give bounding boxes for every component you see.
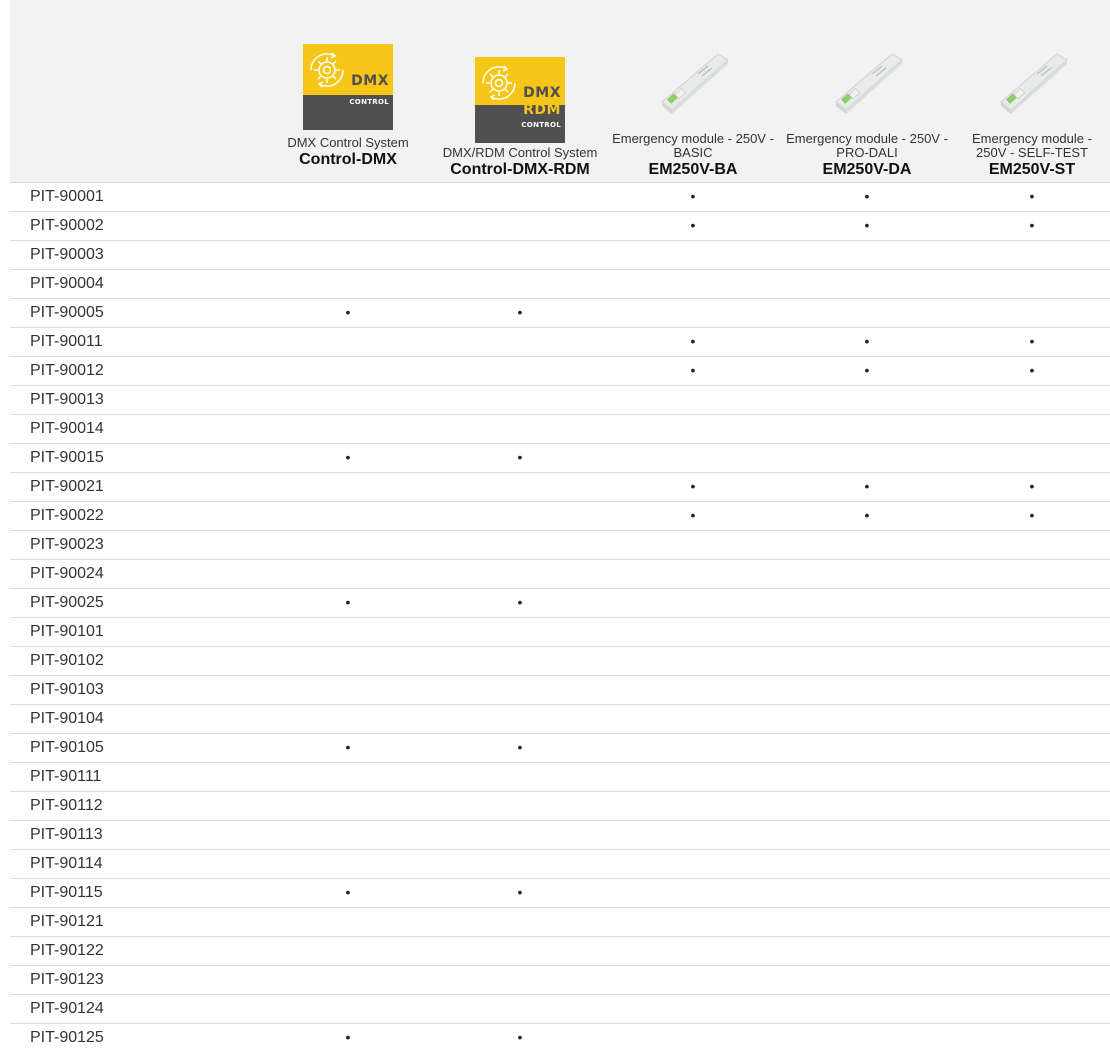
column-description: Emergency module - 250V - PRO-DALI [786,130,948,160]
compat-cell [262,849,434,878]
compat-cell [606,559,780,588]
compatibility-table [10,0,1110,1052]
compat-cell [606,298,780,327]
table-row [10,240,1110,269]
table-row [10,298,1110,327]
compat-cell [954,936,1110,965]
compatible-dot: • [690,506,696,523]
table-row [10,907,1110,936]
model-cell: PIT-90022 [10,501,262,530]
compat-cell [434,907,606,936]
table-row [10,820,1110,849]
model-cell: PIT-90011 [10,327,262,356]
column-header-em250v-ba [606,0,780,182]
compat-cell [780,762,954,791]
compat-cell [606,675,780,704]
compat-cell [780,965,954,994]
compat-cell [954,617,1110,646]
logo-line-1: DMX [351,72,389,89]
gear-cycle-icon [305,48,349,92]
compatible-dot: • [345,883,351,900]
model-cell: PIT-90122 [10,936,262,965]
compatible-dot: • [1029,477,1035,494]
table-row [10,646,1110,675]
compat-cell [780,820,954,849]
compat-cell [262,588,434,617]
compat-cell [434,733,606,762]
compatible-dot: • [345,1028,351,1045]
compat-cell [606,762,780,791]
table-row [10,791,1110,820]
compat-cell [954,907,1110,936]
compat-cell [434,443,606,472]
compat-cell [954,182,1110,211]
model-cell: PIT-90004 [10,269,262,298]
model-cell: PIT-90125 [30,1028,104,1046]
compat-cell [780,849,954,878]
compat-cell [262,965,434,994]
compat-cell [780,298,954,327]
compat-cell [780,530,954,559]
compat-cell [434,414,606,443]
compat-cell [606,182,780,211]
compat-cell [954,965,1110,994]
emergency-module-icon [822,44,912,122]
compat-cell [954,675,1110,704]
compat-cell [780,443,954,472]
compat-cell [606,849,780,878]
compatible-dot: • [345,448,351,465]
column-header-em250v-st [954,0,1110,182]
model-cell: PIT-90002 [10,211,262,240]
compat-cell [262,443,434,472]
compat-cell [606,617,780,646]
compat-cell [434,791,606,820]
table-row [10,559,1110,588]
compat-cell [780,617,954,646]
compat-cell [262,820,434,849]
compat-cell [780,907,954,936]
compatible-dot: • [1029,332,1035,349]
compatible-dot: • [864,477,870,494]
dmx-rdm-control-logo [475,57,565,143]
model-cell: PIT-90103 [10,675,262,704]
column-header-control-dmx [262,0,434,182]
compat-cell [606,907,780,936]
table-body [10,182,1110,1052]
column-sku: Control-DMX [299,150,397,168]
compat-cell [954,704,1110,733]
compat-cell [606,269,780,298]
compatible-dot: • [690,332,696,349]
compat-cell [954,443,1110,472]
table-row [10,385,1110,414]
compat-cell [780,559,954,588]
compat-cell [262,472,434,501]
compatible-dot: • [864,506,870,523]
compatible-dot: • [517,738,523,755]
table-row [10,443,1110,472]
compat-cell [262,385,434,414]
compat-cell [780,675,954,704]
compatible-dot: • [517,593,523,610]
compat-cell [780,936,954,965]
table-row [10,617,1110,646]
compat-cell [434,269,606,298]
model-cell: PIT-90012 [10,356,262,385]
compat-cell [434,965,606,994]
compat-cell [606,443,780,472]
compat-cell [780,501,954,530]
compat-cell [954,646,1110,675]
compat-cell [434,936,606,965]
compat-cell [606,646,780,675]
emergency-module-icon [648,44,738,122]
compat-cell [954,994,1110,1023]
table-row [10,501,1110,530]
compat-cell [780,269,954,298]
compatible-dot: • [345,738,351,755]
table-row [10,356,1110,385]
compat-cell [434,530,606,559]
model-cell: PIT-90101 [10,617,262,646]
compat-cell [434,182,606,211]
compatible-dot: • [690,477,696,494]
compat-cell [434,240,606,269]
compat-cell [262,878,434,907]
compat-cell [434,762,606,791]
compat-cell [954,762,1110,791]
model-cell: PIT-90105 [10,733,262,762]
column-sku: EM250V-BA [648,160,738,178]
column-sku: Control-DMX-RDM [450,160,590,178]
model-cell: PIT-90003 [10,240,262,269]
table-row [10,733,1110,762]
compat-cell [954,559,1110,588]
compat-cell [954,791,1110,820]
table-row [10,849,1110,878]
compat-cell [606,327,780,356]
model-cell: PIT-90023 [10,530,262,559]
compat-cell [262,414,434,443]
compat-cell [780,472,954,501]
compatible-dot: • [345,303,351,320]
compat-cell [262,704,434,733]
compat-cell [954,356,1110,385]
compat-cell [434,704,606,733]
compat-cell [262,791,434,820]
table-row [10,588,1110,617]
compat-cell [262,327,434,356]
model-cell: PIT-90005 [10,298,262,327]
compat-cell [954,733,1110,762]
compat-cell [606,414,780,443]
compat-cell [606,588,780,617]
logo-line-3: CONTROL [521,120,561,129]
compat-cell [262,762,434,791]
compat-cell [954,820,1110,849]
compatible-dot: • [690,187,696,204]
compat-cell [434,385,606,414]
compat-cell [780,994,954,1023]
compat-cell [780,211,954,240]
model-cell: PIT-90124 [10,994,262,1023]
compat-cell [434,472,606,501]
compat-cell [262,907,434,936]
table-row [10,878,1110,907]
compatible-dot: • [1029,506,1035,523]
column-description: DMX/RDM Control System [442,144,598,160]
model-cell: PIT-90121 [10,907,262,936]
column-sku: EM250V-DA [822,160,912,178]
table-row [10,182,1110,211]
compat-cell [434,675,606,704]
compatible-dot: • [690,216,696,233]
compat-cell [606,994,780,1023]
column-description: Emergency module - 250V - BASIC [612,130,774,160]
compat-cell [780,240,954,269]
compat-cell [606,733,780,762]
logo-line-2: CONTROL [349,97,389,106]
compat-cell [262,530,434,559]
table-row [10,269,1110,298]
table-row [10,472,1110,501]
compatible-dot: • [517,883,523,900]
column-header-em250v-da [780,0,954,182]
model-cell: PIT-90123 [10,965,262,994]
model-cell: PIT-90114 [10,849,262,878]
compat-cell [606,878,780,907]
compat-cell [434,878,606,907]
model-cell: PIT-90015 [10,443,262,472]
compat-cell [954,530,1110,559]
compat-cell [954,588,1110,617]
model-cell: PIT-90025 [10,588,262,617]
compat-cell [954,414,1110,443]
model-cell: PIT-90111 [10,762,262,791]
compat-cell [780,414,954,443]
compat-cell [262,646,434,675]
column-description: DMX Control System [287,134,409,150]
compat-cell [434,646,606,675]
compatible-dot: • [517,303,523,320]
compat-cell [780,704,954,733]
compat-cell [606,704,780,733]
compat-cell [780,588,954,617]
compat-cell [434,588,606,617]
compat-cell [954,472,1110,501]
compat-cell [606,820,780,849]
compat-cell [606,211,780,240]
column-header-control-dmx-rdm [434,0,606,182]
compatible-dot: • [1029,216,1035,233]
compat-cell [954,878,1110,907]
model-cell: PIT-90102 [10,646,262,675]
compat-cell [262,269,434,298]
compat-cell [606,530,780,559]
compat-cell [780,791,954,820]
compat-cell [780,733,954,762]
compat-cell [262,936,434,965]
compat-cell [434,298,606,327]
compat-cell [434,559,606,588]
column-sku: EM250V-ST [988,160,1076,178]
compatible-dot: • [690,361,696,378]
model-cell: PIT-90112 [10,791,262,820]
emergency-module-icon [987,44,1077,122]
model-cell: PIT-90013 [10,385,262,414]
compat-cell [434,327,606,356]
model-cell: PIT-90014 [10,414,262,443]
table-row [10,704,1110,733]
model-cell: PIT-90115 [10,878,262,907]
compat-cell [780,646,954,675]
compat-cell [606,501,780,530]
compat-cell [606,385,780,414]
compat-cell [954,269,1110,298]
compat-cell [606,936,780,965]
logo-line-1: DMX [523,84,561,101]
compat-cell [262,240,434,269]
compat-cell [606,791,780,820]
compat-cell [262,211,434,240]
gear-cycle-icon [477,61,521,105]
table-row [10,530,1110,559]
compat-cell [780,356,954,385]
compat-cell [606,356,780,385]
compat-cell [262,182,434,211]
compat-cell [954,298,1110,327]
model-cell: PIT-90024 [10,559,262,588]
logo-line-2: RDM [523,101,561,118]
compat-cell [262,733,434,762]
compat-cell [262,298,434,327]
table-row [10,762,1110,791]
compatible-dot: • [864,216,870,233]
compat-cell [262,675,434,704]
model-column-header [10,0,262,182]
model-cell: PIT-90001 [10,182,262,211]
compat-cell [606,240,780,269]
compat-cell [954,385,1110,414]
model-cell: PIT-90113 [10,820,262,849]
compat-cell [434,356,606,385]
dmx-control-logo [303,44,393,130]
table-row [10,211,1110,240]
table-row [10,675,1110,704]
compat-cell [434,501,606,530]
compat-cell [434,994,606,1023]
compat-cell [954,327,1110,356]
compat-cell [606,472,780,501]
compat-cell [780,327,954,356]
compat-cell [434,849,606,878]
compatible-dot: • [517,1028,523,1045]
compat-cell [434,211,606,240]
compat-cell [262,617,434,646]
table-header [10,0,1110,182]
compatible-dot: • [864,332,870,349]
model-cell: PIT-90021 [10,472,262,501]
table-row [10,994,1110,1023]
compat-cell [780,385,954,414]
table-row [10,327,1110,356]
compat-cell [954,501,1110,530]
compat-cell [954,240,1110,269]
compat-cell [434,617,606,646]
model-cell: PIT-90104 [10,704,262,733]
compat-cell [262,356,434,385]
table-row [10,936,1110,965]
compat-cell [954,849,1110,878]
compat-cell [262,559,434,588]
compatible-dot: • [864,361,870,378]
compatible-dot: • [345,593,351,610]
column-description: Emergency module - 250V - SELF-TEST [972,130,1092,160]
compatible-dot: • [1029,187,1035,204]
compat-cell [262,501,434,530]
table-row [10,965,1110,994]
compat-cell [606,965,780,994]
compat-cell [262,994,434,1023]
compatible-dot: • [1029,361,1035,378]
compat-cell [434,820,606,849]
compat-cell [780,182,954,211]
compat-cell [780,878,954,907]
table-row [10,414,1110,443]
compatible-dot: • [864,187,870,204]
compat-cell [954,211,1110,240]
compatible-dot: • [517,448,523,465]
